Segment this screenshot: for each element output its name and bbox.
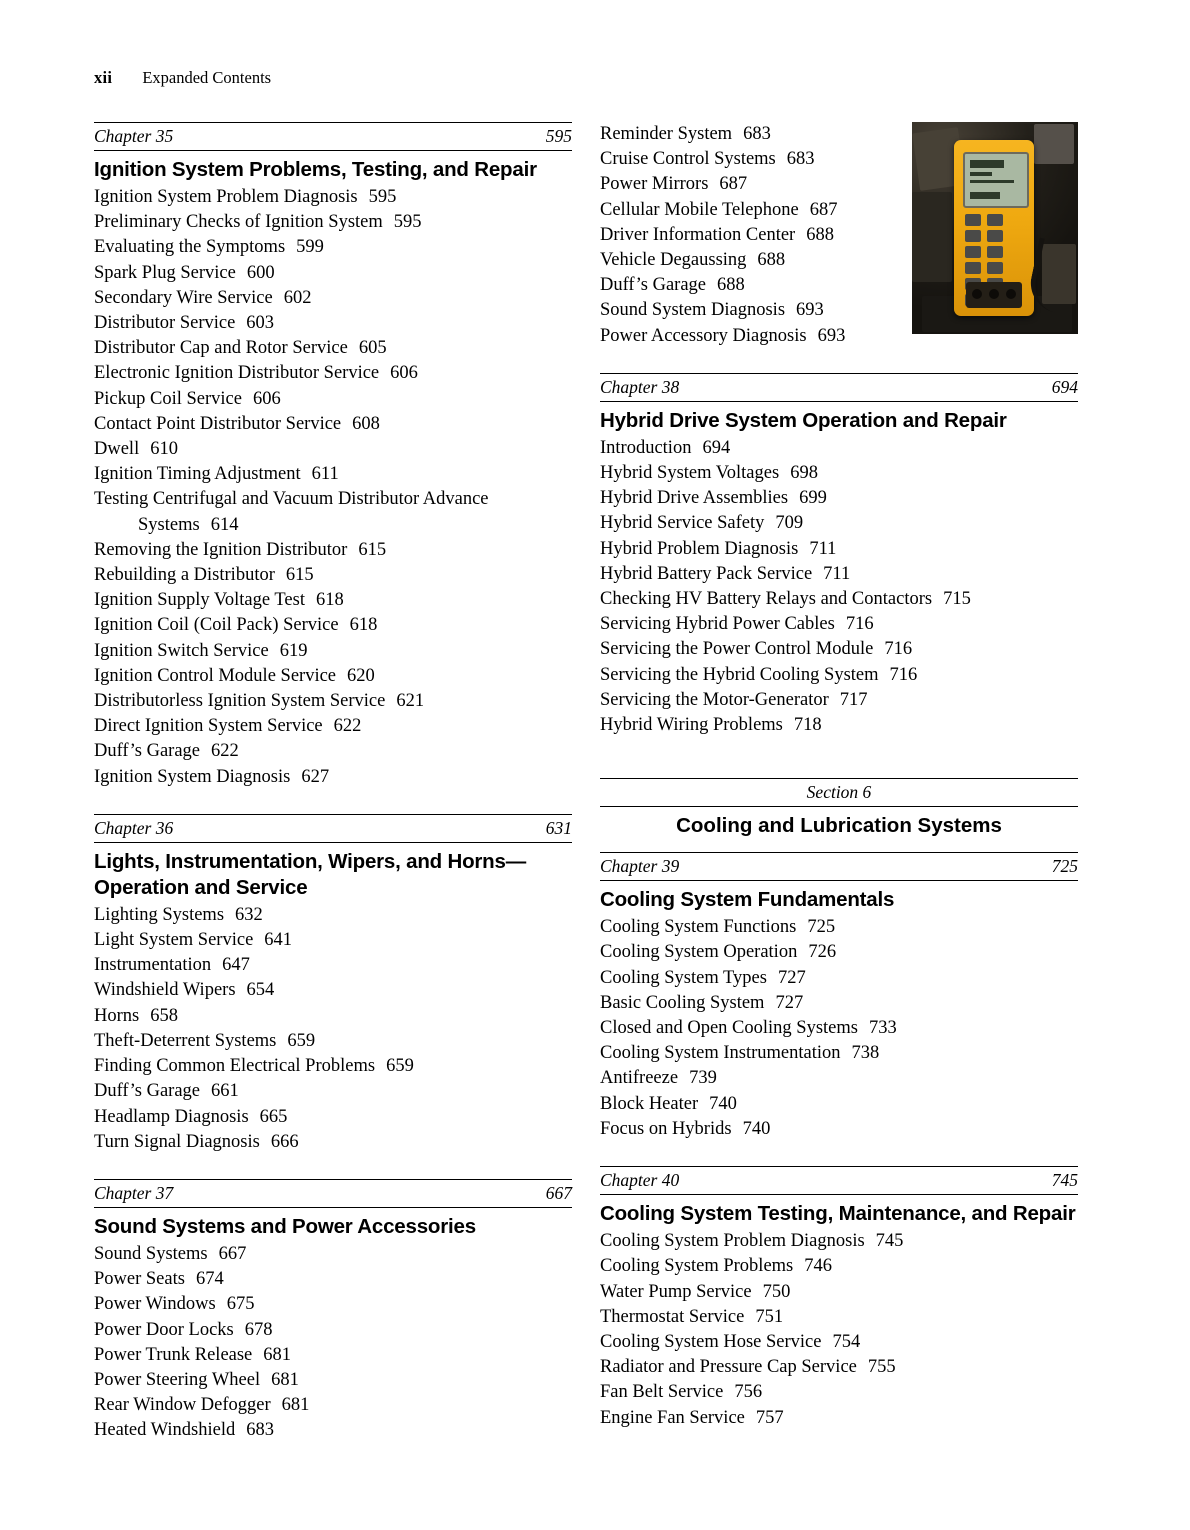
toc-entry[interactable] — [94, 903, 572, 928]
entry-page: 756 — [734, 1382, 763, 1403]
toc-entry[interactable] — [94, 1105, 572, 1130]
toc-entry[interactable] — [94, 1130, 572, 1155]
entry-title: Hybrid Battery Pack Service — [600, 563, 813, 584]
entry-title: Thermostat Service — [600, 1306, 745, 1327]
entry-page: 683 — [743, 124, 771, 144]
entry-page: 614 — [210, 514, 239, 535]
entry-page: 745 — [875, 1231, 904, 1252]
entry-title: Direct Ignition System Service — [94, 716, 323, 737]
entry-title: Cooling System Problem Diagnosis — [600, 1231, 865, 1252]
toc-entry[interactable] — [600, 915, 1078, 940]
entry-title: Headlamp Diagnosis — [94, 1106, 249, 1127]
entry-title: Testing Centrifugal and Vacuum Distributor Advance — [94, 489, 489, 510]
toc-entry[interactable] — [600, 436, 1078, 461]
entry-page: 678 — [244, 1319, 273, 1340]
toc-entry[interactable] — [600, 461, 1078, 486]
entry-title: Basic Cooling System — [600, 992, 765, 1013]
entry-title: Checking HV Battery Relays and Contactors — [600, 589, 933, 610]
toc-entry[interactable] — [94, 1318, 572, 1343]
entry-title: Power Mirrors — [600, 174, 709, 195]
entry-page: 606 — [390, 363, 418, 384]
spacer — [600, 738, 1078, 762]
toc-entry[interactable] — [94, 462, 572, 487]
toc-entry[interactable] — [94, 387, 572, 412]
entry-page: 717 — [839, 689, 868, 710]
entry-title: Dwell — [94, 439, 140, 460]
toc-entry[interactable] — [600, 713, 1078, 738]
entry-title: Cruise Control Systems — [600, 149, 776, 170]
entry-title: Introduction — [600, 437, 692, 458]
chapter-title[interactable]: Cooling System Testing, Maintenance, and Repair — [600, 1202, 1076, 1226]
toc-entry[interactable] — [94, 1368, 572, 1393]
chapter-head — [600, 1166, 1078, 1195]
entry-page: 733 — [868, 1018, 897, 1039]
entry-page: 600 — [246, 262, 275, 283]
entry-page: 665 — [259, 1106, 288, 1127]
entry-title: Ignition Control Module Service — [94, 665, 337, 686]
entry-title: Vehicle Degaussing — [600, 250, 747, 271]
chapter-page[interactable]: 694 — [1051, 376, 1078, 397]
chapter-page[interactable]: 595 — [545, 126, 572, 146]
toc-entry[interactable] — [600, 198, 898, 223]
chapter-head — [600, 373, 1078, 402]
entry-page: 622 — [333, 716, 362, 737]
chapter-label: Chapter 39 — [600, 856, 680, 877]
entry-title: Distributorless Ignition System Service — [94, 691, 386, 712]
chapter-title[interactable]: Ignition System Problems, Testing, and Repair — [94, 158, 537, 181]
entry-title: Pickup Coil Service — [94, 388, 242, 409]
entry-title: Sound Systems — [94, 1243, 208, 1264]
entry-title: Duff’s Garage — [94, 741, 200, 762]
entry-title: Power Steering Wheel — [94, 1369, 261, 1390]
toc-entry[interactable] — [600, 147, 898, 172]
toc-entry[interactable] — [94, 235, 572, 260]
entry-page: 654 — [246, 980, 275, 1001]
toc-entry[interactable] — [600, 562, 1078, 587]
toc-entry[interactable] — [94, 1343, 572, 1368]
entry-page: 681 — [263, 1344, 292, 1365]
entry-page: 647 — [222, 955, 250, 976]
toc-entry[interactable] — [94, 1393, 572, 1418]
entry-page: 715 — [943, 589, 971, 610]
toc-entry[interactable] — [600, 511, 1078, 536]
toc-entry[interactable] — [600, 1280, 1078, 1305]
entry-page: 658 — [150, 1005, 178, 1026]
entry-title: Focus on Hybrids — [600, 1118, 732, 1139]
entry-page: 611 — [311, 464, 339, 485]
entry-page: 727 — [777, 967, 806, 988]
entry-list — [94, 903, 572, 1155]
toc-entry[interactable] — [94, 1054, 572, 1079]
entry-page: 659 — [287, 1030, 316, 1051]
chapter-head — [94, 122, 572, 151]
toc-entry[interactable] — [600, 1117, 1078, 1142]
entry-title: Power Trunk Release — [94, 1344, 253, 1365]
toc-entry[interactable] — [94, 689, 572, 714]
entry-page: 751 — [755, 1306, 784, 1327]
entry-title: Horns — [94, 1005, 140, 1026]
entry-page: 687 — [719, 174, 748, 195]
entry-page: 709 — [775, 513, 804, 534]
entry-page: 615 — [285, 565, 314, 586]
entry-title: Hybrid Wiring Problems — [600, 715, 783, 736]
entry-list — [600, 915, 1078, 1142]
entry-list — [94, 185, 572, 790]
page-header — [94, 68, 271, 88]
entry-page: 699 — [799, 488, 827, 509]
spacer — [94, 1155, 572, 1179]
toc-entry[interactable] — [600, 1305, 1078, 1330]
chapter-head — [600, 852, 1078, 881]
chapter-page[interactable]: 745 — [1051, 1170, 1078, 1191]
entry-page: 688 — [757, 250, 786, 271]
toc-entry[interactable] — [600, 612, 1078, 637]
toc-entry[interactable] — [94, 664, 572, 689]
entry-page: 740 — [742, 1118, 771, 1139]
entry-title: Light System Service — [94, 930, 254, 951]
entry-page: 727 — [775, 992, 804, 1013]
entry-title: Removing the Ignition Distributor — [94, 539, 348, 560]
entry-page: 738 — [851, 1043, 880, 1064]
entry-title: Rebuilding a Distributor — [94, 565, 275, 586]
entry-title: Cooling System Types — [600, 967, 767, 988]
toc-entry[interactable] — [94, 336, 572, 361]
entry-page: 674 — [195, 1269, 224, 1290]
toc-entry[interactable] — [94, 361, 572, 386]
toc-entry[interactable] — [600, 273, 898, 298]
entry-title: Evaluating the Symptoms — [94, 237, 286, 258]
chapter-title[interactable]: Cooling System Fundamentals — [600, 888, 895, 912]
chapter-head — [94, 814, 572, 843]
entry-page: 667 — [218, 1243, 247, 1264]
entry-title: Instrumentation — [94, 955, 212, 976]
chapter-label: Chapter 40 — [600, 1170, 680, 1191]
left-column — [94, 122, 572, 1444]
entry-title: Distributor Cap and Rotor Service — [94, 338, 348, 359]
entry-title: Spark Plug Service — [94, 262, 236, 283]
toc-entry[interactable] — [600, 637, 1078, 662]
toc-entry[interactable] — [94, 563, 572, 588]
chapter-head — [94, 1179, 572, 1208]
entry-title: Hybrid Problem Diagnosis — [600, 538, 799, 559]
toc-entry[interactable] — [600, 486, 1078, 511]
chapter-title[interactable]: Hybrid Drive System Operation and Repair — [600, 408, 1007, 432]
entry-title: Radiator and Pressure Cap Service — [600, 1357, 857, 1378]
entry-title: Power Seats — [94, 1269, 185, 1290]
entry-page: 615 — [358, 539, 387, 560]
entry-title: Reminder System — [600, 124, 733, 144]
entry-title: Water Pump Service — [600, 1281, 752, 1302]
entry-title: Sound System Diagnosis — [600, 300, 786, 321]
section-title: Cooling and Lubrication Systems — [676, 814, 1002, 838]
entry-page: 620 — [347, 665, 375, 686]
entry-title: Antifreeze — [600, 1068, 679, 1089]
chapter-page[interactable]: 725 — [1051, 856, 1078, 877]
entry-page: 605 — [358, 338, 387, 359]
entry-list — [600, 122, 898, 349]
entry-page: 740 — [709, 1093, 737, 1114]
entry-title: Duff’s Garage — [94, 1081, 200, 1102]
entry-page: 621 — [396, 691, 425, 712]
toc-entry[interactable] — [94, 1292, 572, 1317]
entry-page: 641 — [264, 930, 293, 951]
toc-entry[interactable] — [600, 248, 898, 273]
entry-title: Ignition Timing Adjustment — [94, 464, 301, 485]
toc-entry[interactable] — [600, 537, 1078, 562]
entry-title: Power Windows — [94, 1294, 216, 1315]
entry-title: Block Heater — [600, 1093, 699, 1114]
section-head: Section 6 — [600, 778, 1078, 807]
entry-title: Lighting Systems — [94, 904, 225, 925]
entry-page: 725 — [807, 917, 836, 938]
toc-entry[interactable] — [94, 185, 572, 210]
entry-title: Power Door Locks — [94, 1319, 234, 1340]
toc-entry[interactable] — [600, 1092, 1078, 1117]
entry-title: Systems — [138, 514, 200, 535]
entry-page: 683 — [786, 149, 815, 170]
toc-entry[interactable] — [94, 1418, 572, 1443]
spacer — [600, 349, 1078, 373]
entry-page: 693 — [796, 300, 824, 321]
entry-title: Heated Windshield — [94, 1420, 236, 1441]
entry-title: Distributor Service — [94, 313, 236, 334]
chapter-page[interactable]: 667 — [545, 1182, 572, 1203]
entry-page: 619 — [279, 640, 308, 661]
toc-entry[interactable] — [600, 122, 898, 147]
toc-entry[interactable] — [94, 639, 572, 664]
entry-title: Closed and Open Cooling Systems — [600, 1018, 858, 1039]
toc-entry[interactable] — [600, 587, 1078, 612]
toc-entry[interactable] — [600, 223, 898, 248]
entry-page: 627 — [301, 766, 330, 787]
toc-entry[interactable] — [600, 172, 898, 197]
entry-page: 632 — [235, 904, 263, 925]
entry-page: 726 — [808, 942, 837, 963]
entry-page: 681 — [271, 1369, 299, 1390]
multimeter-buttons — [962, 212, 1026, 274]
toc-entry[interactable] — [94, 1029, 572, 1054]
toc-entry[interactable] — [94, 210, 572, 235]
toc-entry[interactable] — [600, 1380, 1078, 1405]
toc-entry[interactable] — [600, 1254, 1078, 1279]
toc-entry[interactable] — [94, 588, 572, 613]
entry-page: 603 — [246, 313, 275, 334]
multimeter-photo — [912, 122, 1078, 334]
multimeter-screen — [963, 152, 1029, 208]
entry-page: 622 — [211, 741, 239, 762]
toc-entry[interactable] — [600, 688, 1078, 713]
entry-page: 746 — [804, 1256, 832, 1277]
toc-entry[interactable] — [94, 714, 572, 739]
entry-page: 711 — [823, 563, 851, 584]
entry-title: Fan Belt Service — [600, 1382, 724, 1403]
toc-entry[interactable] — [94, 538, 572, 563]
toc-entry[interactable] — [600, 1330, 1078, 1355]
entry-title: Ignition System Diagnosis — [94, 766, 291, 787]
multimeter-icon — [954, 140, 1034, 316]
entry-page: 716 — [884, 639, 913, 660]
toc-entry[interactable] — [94, 311, 572, 336]
entry-title: Cooling System Instrumentation — [600, 1043, 841, 1064]
entry-title: Engine Fan Service — [600, 1407, 745, 1428]
chapter-label: Chapter 36 — [94, 817, 174, 838]
entry-title: Cooling System Functions — [600, 917, 797, 938]
entry-page: 599 — [296, 237, 324, 258]
folio-number: xii — [94, 68, 113, 87]
right-column — [600, 122, 1078, 1431]
toc-entry[interactable] — [94, 953, 572, 978]
entry-title: Contact Point Distributor Service — [94, 413, 342, 434]
entry-title: Finding Common Electrical Problems — [94, 1056, 376, 1077]
entry-page: 595 — [393, 212, 422, 233]
entry-list — [94, 1242, 572, 1444]
header-title: Expanded Contents — [142, 68, 272, 87]
entry-title: Hybrid Service Safety — [600, 513, 765, 534]
entry-page: 666 — [270, 1131, 299, 1152]
entry-title: Rear Window Defogger — [94, 1395, 271, 1416]
toc-entry[interactable] — [94, 487, 572, 512]
entry-title: Servicing the Motor-Generator — [600, 689, 829, 710]
entry-list — [600, 1229, 1078, 1431]
chapter-title[interactable]: Lights, Instrumentation, Wipers, and Horns—Operation and Service — [94, 849, 526, 899]
chapter-page[interactable]: 631 — [545, 817, 572, 838]
toc-entry[interactable] — [94, 765, 572, 790]
chapter-label: Chapter 35 — [94, 126, 174, 146]
entry-title: Turn Signal Diagnosis — [94, 1131, 260, 1152]
entry-page: 608 — [352, 413, 380, 434]
entry-title: Cooling System Problems — [600, 1256, 794, 1277]
entry-page: 688 — [806, 224, 834, 245]
entry-page: 681 — [281, 1395, 310, 1416]
entry-page: 683 — [246, 1420, 274, 1441]
toc-entry[interactable] — [94, 1004, 572, 1029]
toc-entry[interactable] — [94, 1079, 572, 1104]
toc-entry[interactable] — [600, 663, 1078, 688]
entry-page: 757 — [755, 1407, 784, 1428]
toc-entry[interactable] — [94, 739, 572, 764]
entry-title: Driver Information Center — [600, 224, 796, 245]
entry-list — [600, 436, 1078, 738]
entry-page: 606 — [252, 388, 281, 409]
entry-title: Preliminary Checks of Ignition System — [94, 212, 383, 233]
entry-title: Hybrid Drive Assemblies — [600, 488, 789, 509]
toc-entry[interactable] — [94, 261, 572, 286]
toc-entry[interactable] — [94, 1242, 572, 1267]
toc-entry[interactable] — [600, 1041, 1078, 1066]
entry-title: Ignition Coil (Coil Pack) Service — [94, 615, 339, 636]
entry-page: 754 — [832, 1331, 861, 1352]
toc-entry[interactable] — [600, 324, 898, 349]
entry-page: 659 — [386, 1056, 414, 1077]
entry-title: Windshield Wipers — [94, 980, 236, 1001]
entry-page: 687 — [809, 199, 838, 220]
spacer — [600, 1142, 1078, 1166]
entry-title: Servicing the Power Control Module — [600, 639, 874, 660]
entry-title: Ignition Supply Voltage Test — [94, 590, 305, 611]
chapter-label: Chapter 38 — [600, 376, 680, 397]
entry-page: 718 — [793, 715, 822, 736]
entry-page: 661 — [211, 1081, 239, 1102]
entry-page: 618 — [315, 590, 344, 611]
toc-entry[interactable] — [600, 1229, 1078, 1254]
toc-entry[interactable] — [94, 412, 572, 437]
entry-title: Hybrid System Voltages — [600, 463, 780, 484]
entry-title: Cellular Mobile Telephone — [600, 199, 799, 220]
toc-entry[interactable] — [94, 437, 572, 462]
entry-page: 698 — [790, 463, 818, 484]
spacer — [600, 762, 1078, 778]
toc-entry[interactable] — [94, 613, 572, 638]
spacer — [94, 790, 572, 814]
toc-entry[interactable] — [94, 286, 572, 311]
toc-entry[interactable] — [94, 513, 572, 538]
toc-entry[interactable] — [600, 940, 1078, 965]
toc-entry[interactable] — [94, 928, 572, 953]
chapter-label: Chapter 37 — [94, 1182, 174, 1203]
entry-title: Servicing the Hybrid Cooling System — [600, 664, 879, 685]
toc-entry[interactable] — [600, 1016, 1078, 1041]
entry-page: 693 — [817, 325, 846, 346]
chapter-title[interactable]: Sound Systems and Power Accessories — [94, 1214, 476, 1238]
toc-entry[interactable] — [600, 991, 1078, 1016]
entry-title: Secondary Wire Service — [94, 287, 273, 308]
toc-entry[interactable] — [600, 1355, 1078, 1380]
entry-title: Duff’s Garage — [600, 275, 706, 296]
entry-page: 694 — [702, 437, 731, 458]
entry-page: 610 — [150, 439, 178, 460]
entry-page: 716 — [889, 664, 918, 685]
toc-entry[interactable] — [600, 1406, 1078, 1431]
entry-title: Ignition System Problem Diagnosis — [94, 187, 358, 207]
entry-page: 711 — [809, 538, 837, 559]
toc-entry[interactable] — [94, 978, 572, 1003]
entry-page: 595 — [368, 187, 397, 207]
toc-entry[interactable] — [600, 966, 1078, 991]
toc-entry[interactable] — [600, 1066, 1078, 1091]
entry-title: Cooling System Hose Service — [600, 1331, 822, 1352]
entry-title: Ignition Switch Service — [94, 640, 269, 661]
entry-page: 755 — [867, 1357, 896, 1378]
entry-page: 750 — [762, 1281, 791, 1302]
toc-entry[interactable] — [94, 1267, 572, 1292]
toc-entry[interactable] — [600, 298, 898, 323]
entry-page: 618 — [349, 615, 378, 636]
multimeter-ports — [966, 282, 1022, 308]
entry-title: Servicing Hybrid Power Cables — [600, 614, 835, 635]
entry-page: 739 — [689, 1068, 717, 1089]
entry-title: Cooling System Operation — [600, 942, 798, 963]
entry-page: 602 — [283, 287, 312, 308]
entry-page: 675 — [226, 1294, 255, 1315]
entry-page: 716 — [845, 614, 874, 635]
entry-page: 688 — [717, 275, 745, 296]
entry-title: Theft-Deterrent Systems — [94, 1030, 277, 1051]
entry-title: Electronic Ignition Distributor Service — [94, 363, 380, 384]
entry-title: Power Accessory Diagnosis — [600, 325, 807, 346]
